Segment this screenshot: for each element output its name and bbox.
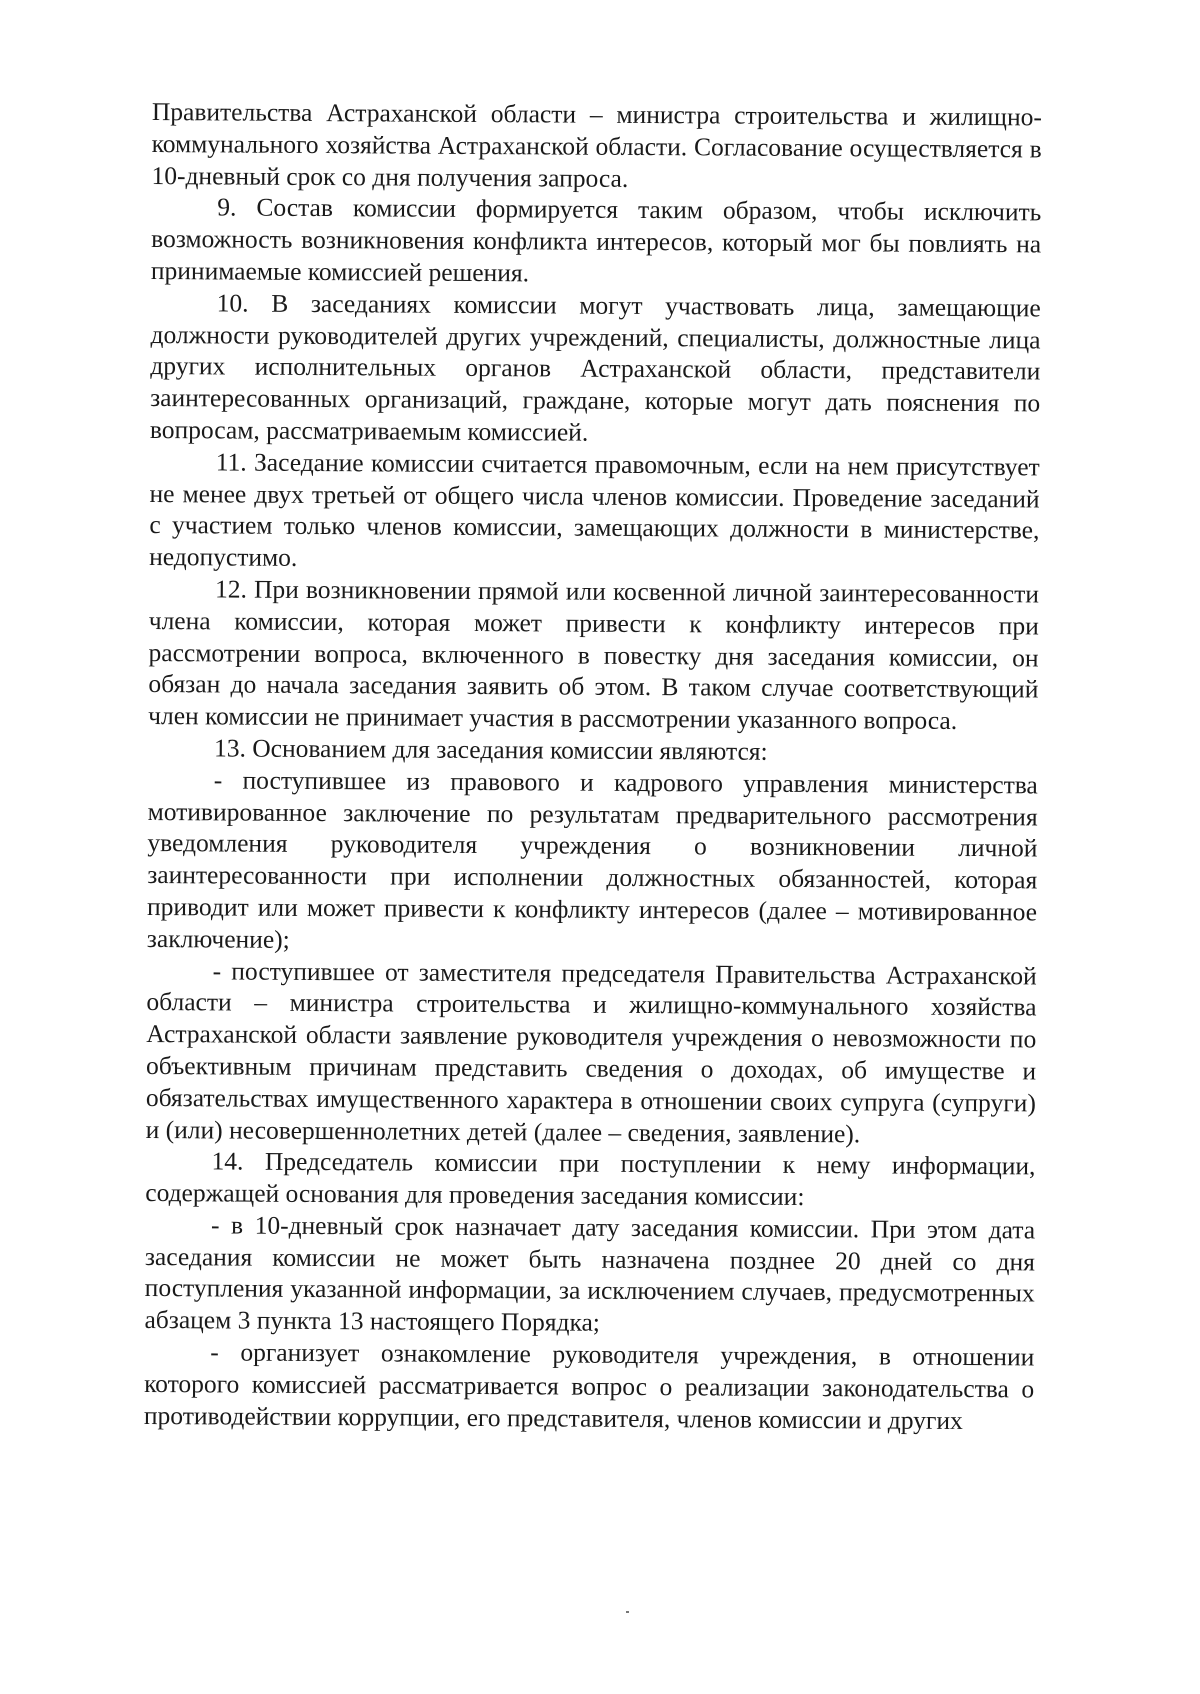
scan-speck xyxy=(626,1611,629,1613)
document-page xyxy=(144,96,1042,1437)
paragraph-item-13-sub-1: - поступившее из правового и кадрового управления министерства мотивированное заключение по результатам предварительного рассмотрения уведомления руководителя учреждения о возникновении личной заинтересованности при исполнении должностных обязанностей, которая приводит или может привести к конфликту интересов (далее – мотивированное заключение); xyxy=(146,765,1038,954)
paragraph-item-14: 14. Председатель комиссии при поступлении к нему информации, содержащей основания для проведения заседания комиссии: xyxy=(145,1146,1036,1212)
paragraph-item-9: 9. Состав комиссии формируется таким образом, чтобы исключить возможность возникновения конфликта интересов, который мог бы повлиять на принимаемые комиссией решения. xyxy=(150,192,1042,288)
paragraph-item-12: 12. При возникновении прямой или косвенной личной заинтересованности члена комиссии, которая может привести к конфликту интересов при рассмотрении вопроса, включенного в повестку дня заседания комиссии, он обязан до начала заседания заявить об этом. В таком случае соответствующий член комиссии не принимает участия в рассмотрении указанного вопроса. xyxy=(148,574,1040,736)
paragraph-item-14-sub-2: - организует ознакомление руководителя учреждения, в отношении которого комиссией рассматривается вопрос о реализации законодательства о противодействии коррупции, его представителя, членов комиссии и других xyxy=(143,1337,1035,1435)
paragraph-item-13: 13. Основанием для заседания комиссии являются: xyxy=(213,733,768,766)
paragraph-item-10: 10. В заседаниях комиссии могут участвовать лица, замещающие должности руководителей других учреждений, специалисты, должностные лица других исполнительных органов Астраханской области, представители заинтересованных организаций, граждане, которые могут дать пояснения по вопросам, рассматриваемым комиссией. xyxy=(149,288,1041,447)
paragraph-item-11: 11. Заседание комиссии считается правомочным, если на нем присутствует не менее двух третьей от общего числа членов комиссии. Проведение заседаний с участием только членов комиссии, замещающих должности в министерстве, недопустимо. xyxy=(149,447,1040,573)
paragraph-item-13-sub-2: - поступившее от заместителя председателя Правительства Астраханской области – министра строительства и жилищно-коммунального хозяйства Астраханской области заявление руководителя учреждения о невозможности по объективным причинам представить сведения о доходах, об имуществе и обязательствах имущественного характера в отношении своих супруга (супруги) и (или) несовершеннолетних детей (далее – сведения, заявление). xyxy=(145,955,1037,1148)
paragraph-continuation: Правительства Астраханской области – министра строительства и жилищно-коммунального хозяйства Астраханской области. Согласование осуществляется в 10-дневный срок со дня получения запроса. xyxy=(151,96,1042,193)
paragraph-item-14-sub-1: - в 10-дневный срок назначает дату заседания комиссии. При этом дата заседания комиссии не может быть назначена позднее 20 дней со дня поступления указанной информации, за исключением случаев, предусмотренных абзацем 3 пункта 13 настоящего Порядка; xyxy=(144,1210,1036,1338)
